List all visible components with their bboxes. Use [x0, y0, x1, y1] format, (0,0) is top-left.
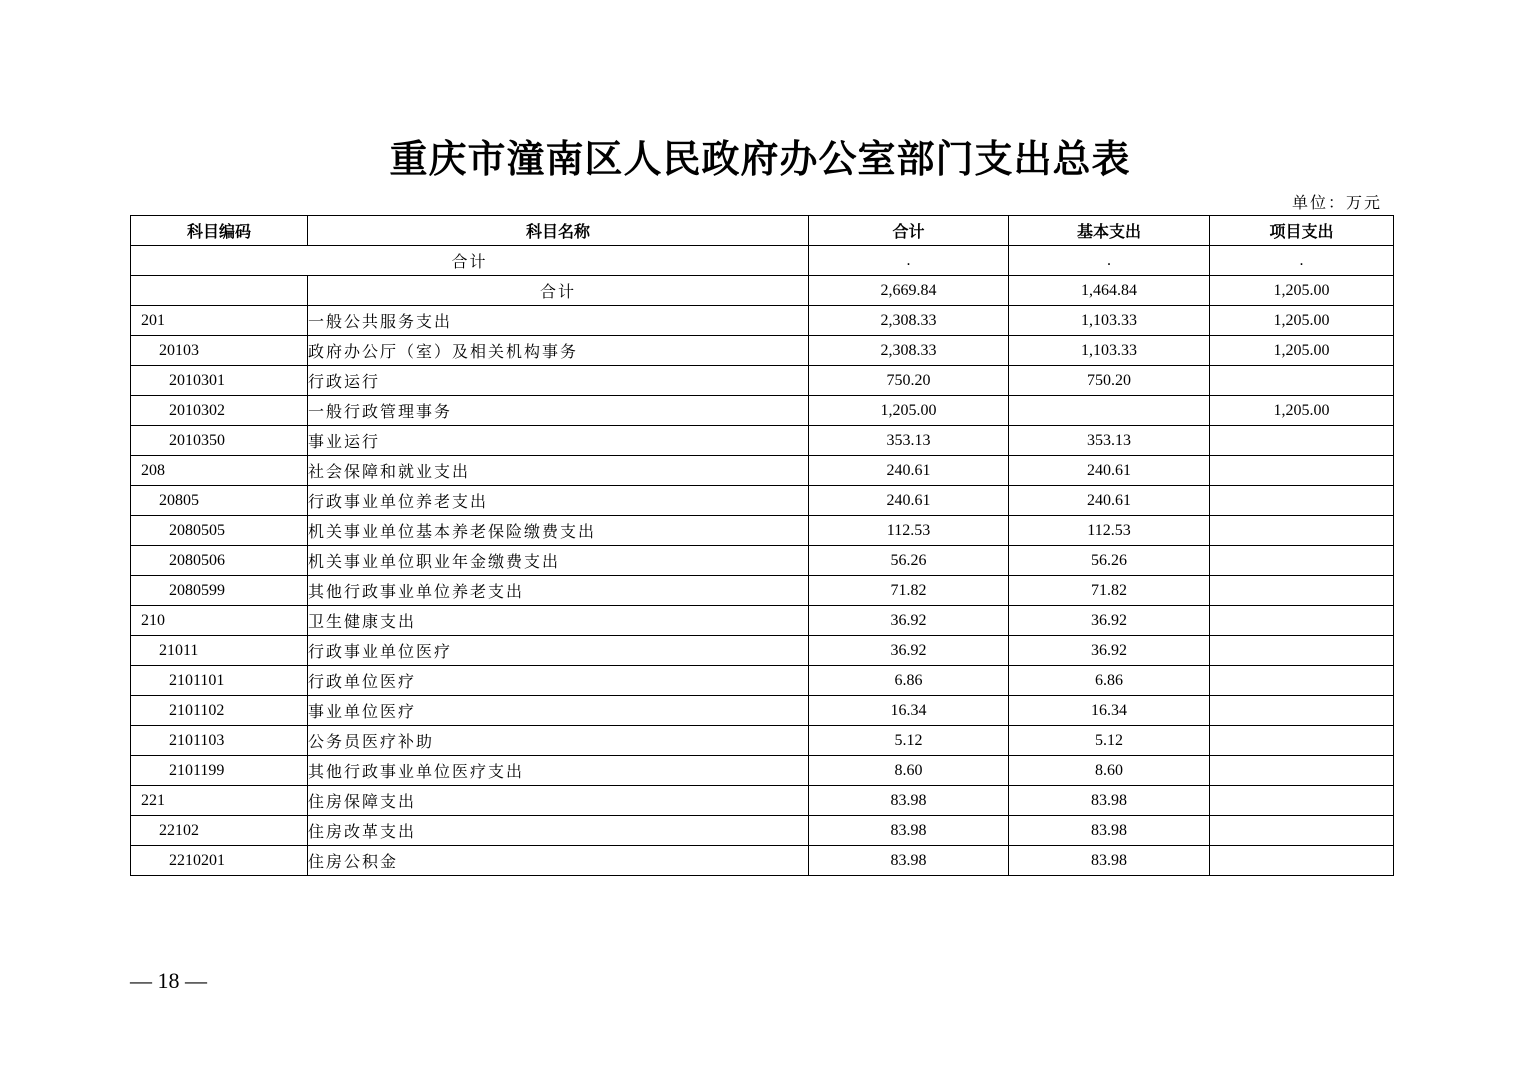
row-basic: 5.12 [1009, 726, 1210, 756]
row-name: 其他行政事业单位医疗支出 [308, 756, 809, 786]
row-name: 一般公共服务支出 [308, 306, 809, 336]
header-basic: 基本支出 [1009, 216, 1210, 246]
header-project: 项目支出 [1210, 216, 1394, 246]
row-basic: 1,103.33 [1009, 336, 1210, 366]
table-row [131, 396, 1394, 426]
row-code: 2101103 [131, 726, 308, 756]
table-row [131, 336, 1394, 366]
row-project [1210, 546, 1394, 576]
row-code: 201 [131, 306, 308, 336]
row-total: 56.26 [809, 546, 1009, 576]
page-title: 重庆市潼南区人民政府办公室部门支出总表 [389, 136, 1131, 181]
table-row [131, 606, 1394, 636]
row-name: 机关事业单位职业年金缴费支出 [308, 546, 809, 576]
row-project [1210, 516, 1394, 546]
row-project [1210, 846, 1394, 876]
table-row [131, 486, 1394, 516]
table-row [131, 846, 1394, 876]
row-name: 行政事业单位医疗 [308, 636, 809, 666]
table-row [131, 666, 1394, 696]
row-basic [1009, 396, 1210, 426]
row-name: 住房保障支出 [308, 786, 809, 816]
row-project [1210, 636, 1394, 666]
table-row [131, 816, 1394, 846]
summary-row [131, 246, 1394, 276]
row-basic: 1,103.33 [1009, 306, 1210, 336]
row-project [1210, 816, 1394, 846]
row-basic: 83.98 [1009, 816, 1210, 846]
row-total: 240.61 [809, 456, 1009, 486]
total-label: 合计 [308, 276, 809, 306]
row-total: 36.92 [809, 606, 1009, 636]
table-row [131, 786, 1394, 816]
table-row [131, 426, 1394, 456]
row-basic: 750.20 [1009, 366, 1210, 396]
row-basic: 36.92 [1009, 636, 1210, 666]
row-total: 2,308.33 [809, 336, 1009, 366]
row-code: 2010301 [131, 366, 308, 396]
row-name: 政府办公厅（室）及相关机构事务 [308, 336, 809, 366]
row-basic: 112.53 [1009, 516, 1210, 546]
row-name: 住房公积金 [308, 846, 809, 876]
row-code: 221 [131, 786, 308, 816]
summary-total: . [809, 246, 1009, 276]
row-name: 一般行政管理事务 [308, 396, 809, 426]
row-project [1210, 366, 1394, 396]
row-code: 2101101 [131, 666, 308, 696]
header-code: 科目编码 [131, 216, 308, 246]
row-code: 20805 [131, 486, 308, 516]
row-name: 行政单位医疗 [308, 666, 809, 696]
row-total: 8.60 [809, 756, 1009, 786]
row-total: 36.92 [809, 636, 1009, 666]
summary-project: . [1210, 246, 1394, 276]
row-project [1210, 666, 1394, 696]
row-project [1210, 486, 1394, 516]
row-name: 事业单位医疗 [308, 696, 809, 726]
row-project [1210, 756, 1394, 786]
row-project: 1,205.00 [1210, 396, 1394, 426]
table-row [131, 756, 1394, 786]
row-basic: 16.34 [1009, 696, 1210, 726]
row-code: 210 [131, 606, 308, 636]
total-project: 1,205.00 [1210, 276, 1394, 306]
row-basic: 353.13 [1009, 426, 1210, 456]
total-total: 2,669.84 [809, 276, 1009, 306]
row-basic: 240.61 [1009, 486, 1210, 516]
row-project [1210, 456, 1394, 486]
table-row [131, 576, 1394, 606]
table-row [131, 546, 1394, 576]
page-number: — 18 — [130, 968, 207, 993]
row-code: 2210201 [131, 846, 308, 876]
summary-label: 合计 [131, 246, 809, 276]
row-total: 353.13 [809, 426, 1009, 456]
row-name: 行政事业单位养老支出 [308, 486, 809, 516]
row-project [1210, 576, 1394, 606]
row-basic: 56.26 [1009, 546, 1210, 576]
row-total: 16.34 [809, 696, 1009, 726]
header-total: 合计 [809, 216, 1009, 246]
row-total: 2,308.33 [809, 306, 1009, 336]
row-code: 2101199 [131, 756, 308, 786]
row-project [1210, 426, 1394, 456]
row-total: 83.98 [809, 786, 1009, 816]
row-name: 社会保障和就业支出 [308, 456, 809, 486]
header-name: 科目名称 [308, 216, 809, 246]
table-header-row [131, 216, 1394, 246]
row-name: 机关事业单位基本养老保险缴费支出 [308, 516, 809, 546]
row-name: 行政运行 [308, 366, 809, 396]
row-basic: 83.98 [1009, 786, 1210, 816]
row-basic: 83.98 [1009, 846, 1210, 876]
row-code: 2010350 [131, 426, 308, 456]
row-total: 750.20 [809, 366, 1009, 396]
summary-basic: . [1009, 246, 1210, 276]
row-total: 83.98 [809, 816, 1009, 846]
row-project: 1,205.00 [1210, 306, 1394, 336]
row-total: 83.98 [809, 846, 1009, 876]
row-code: 208 [131, 456, 308, 486]
row-code: 20103 [131, 336, 308, 366]
row-total: 5.12 [809, 726, 1009, 756]
row-name: 其他行政事业单位养老支出 [308, 576, 809, 606]
total-basic: 1,464.84 [1009, 276, 1210, 306]
row-code: 21011 [131, 636, 308, 666]
row-total: 240.61 [809, 486, 1009, 516]
table-row [131, 456, 1394, 486]
row-code: 2080506 [131, 546, 308, 576]
row-code: 2080505 [131, 516, 308, 546]
row-basic: 6.86 [1009, 666, 1210, 696]
row-basic: 71.82 [1009, 576, 1210, 606]
row-total: 6.86 [809, 666, 1009, 696]
row-code: 22102 [131, 816, 308, 846]
row-project [1210, 726, 1394, 756]
row-total: 1,205.00 [809, 396, 1009, 426]
row-total: 71.82 [809, 576, 1009, 606]
unit-label: 单位：万元 [1291, 193, 1382, 212]
total-row [131, 276, 1394, 306]
total-code [131, 276, 308, 306]
row-total: 112.53 [809, 516, 1009, 546]
table-row [131, 306, 1394, 336]
table-row [131, 516, 1394, 546]
row-project [1210, 786, 1394, 816]
row-code: 2101102 [131, 696, 308, 726]
row-code: 2080599 [131, 576, 308, 606]
row-name: 公务员医疗补助 [308, 726, 809, 756]
row-basic: 8.60 [1009, 756, 1210, 786]
row-name: 卫生健康支出 [308, 606, 809, 636]
row-name: 住房改革支出 [308, 816, 809, 846]
row-project [1210, 606, 1394, 636]
table-row [131, 366, 1394, 396]
row-basic: 36.92 [1009, 606, 1210, 636]
row-project: 1,205.00 [1210, 336, 1394, 366]
table-row [131, 696, 1394, 726]
row-basic: 240.61 [1009, 456, 1210, 486]
row-name: 事业运行 [308, 426, 809, 456]
expenditure-table [130, 215, 1394, 876]
row-code: 2010302 [131, 396, 308, 426]
row-project [1210, 696, 1394, 726]
table-row [131, 726, 1394, 756]
table-row [131, 636, 1394, 666]
